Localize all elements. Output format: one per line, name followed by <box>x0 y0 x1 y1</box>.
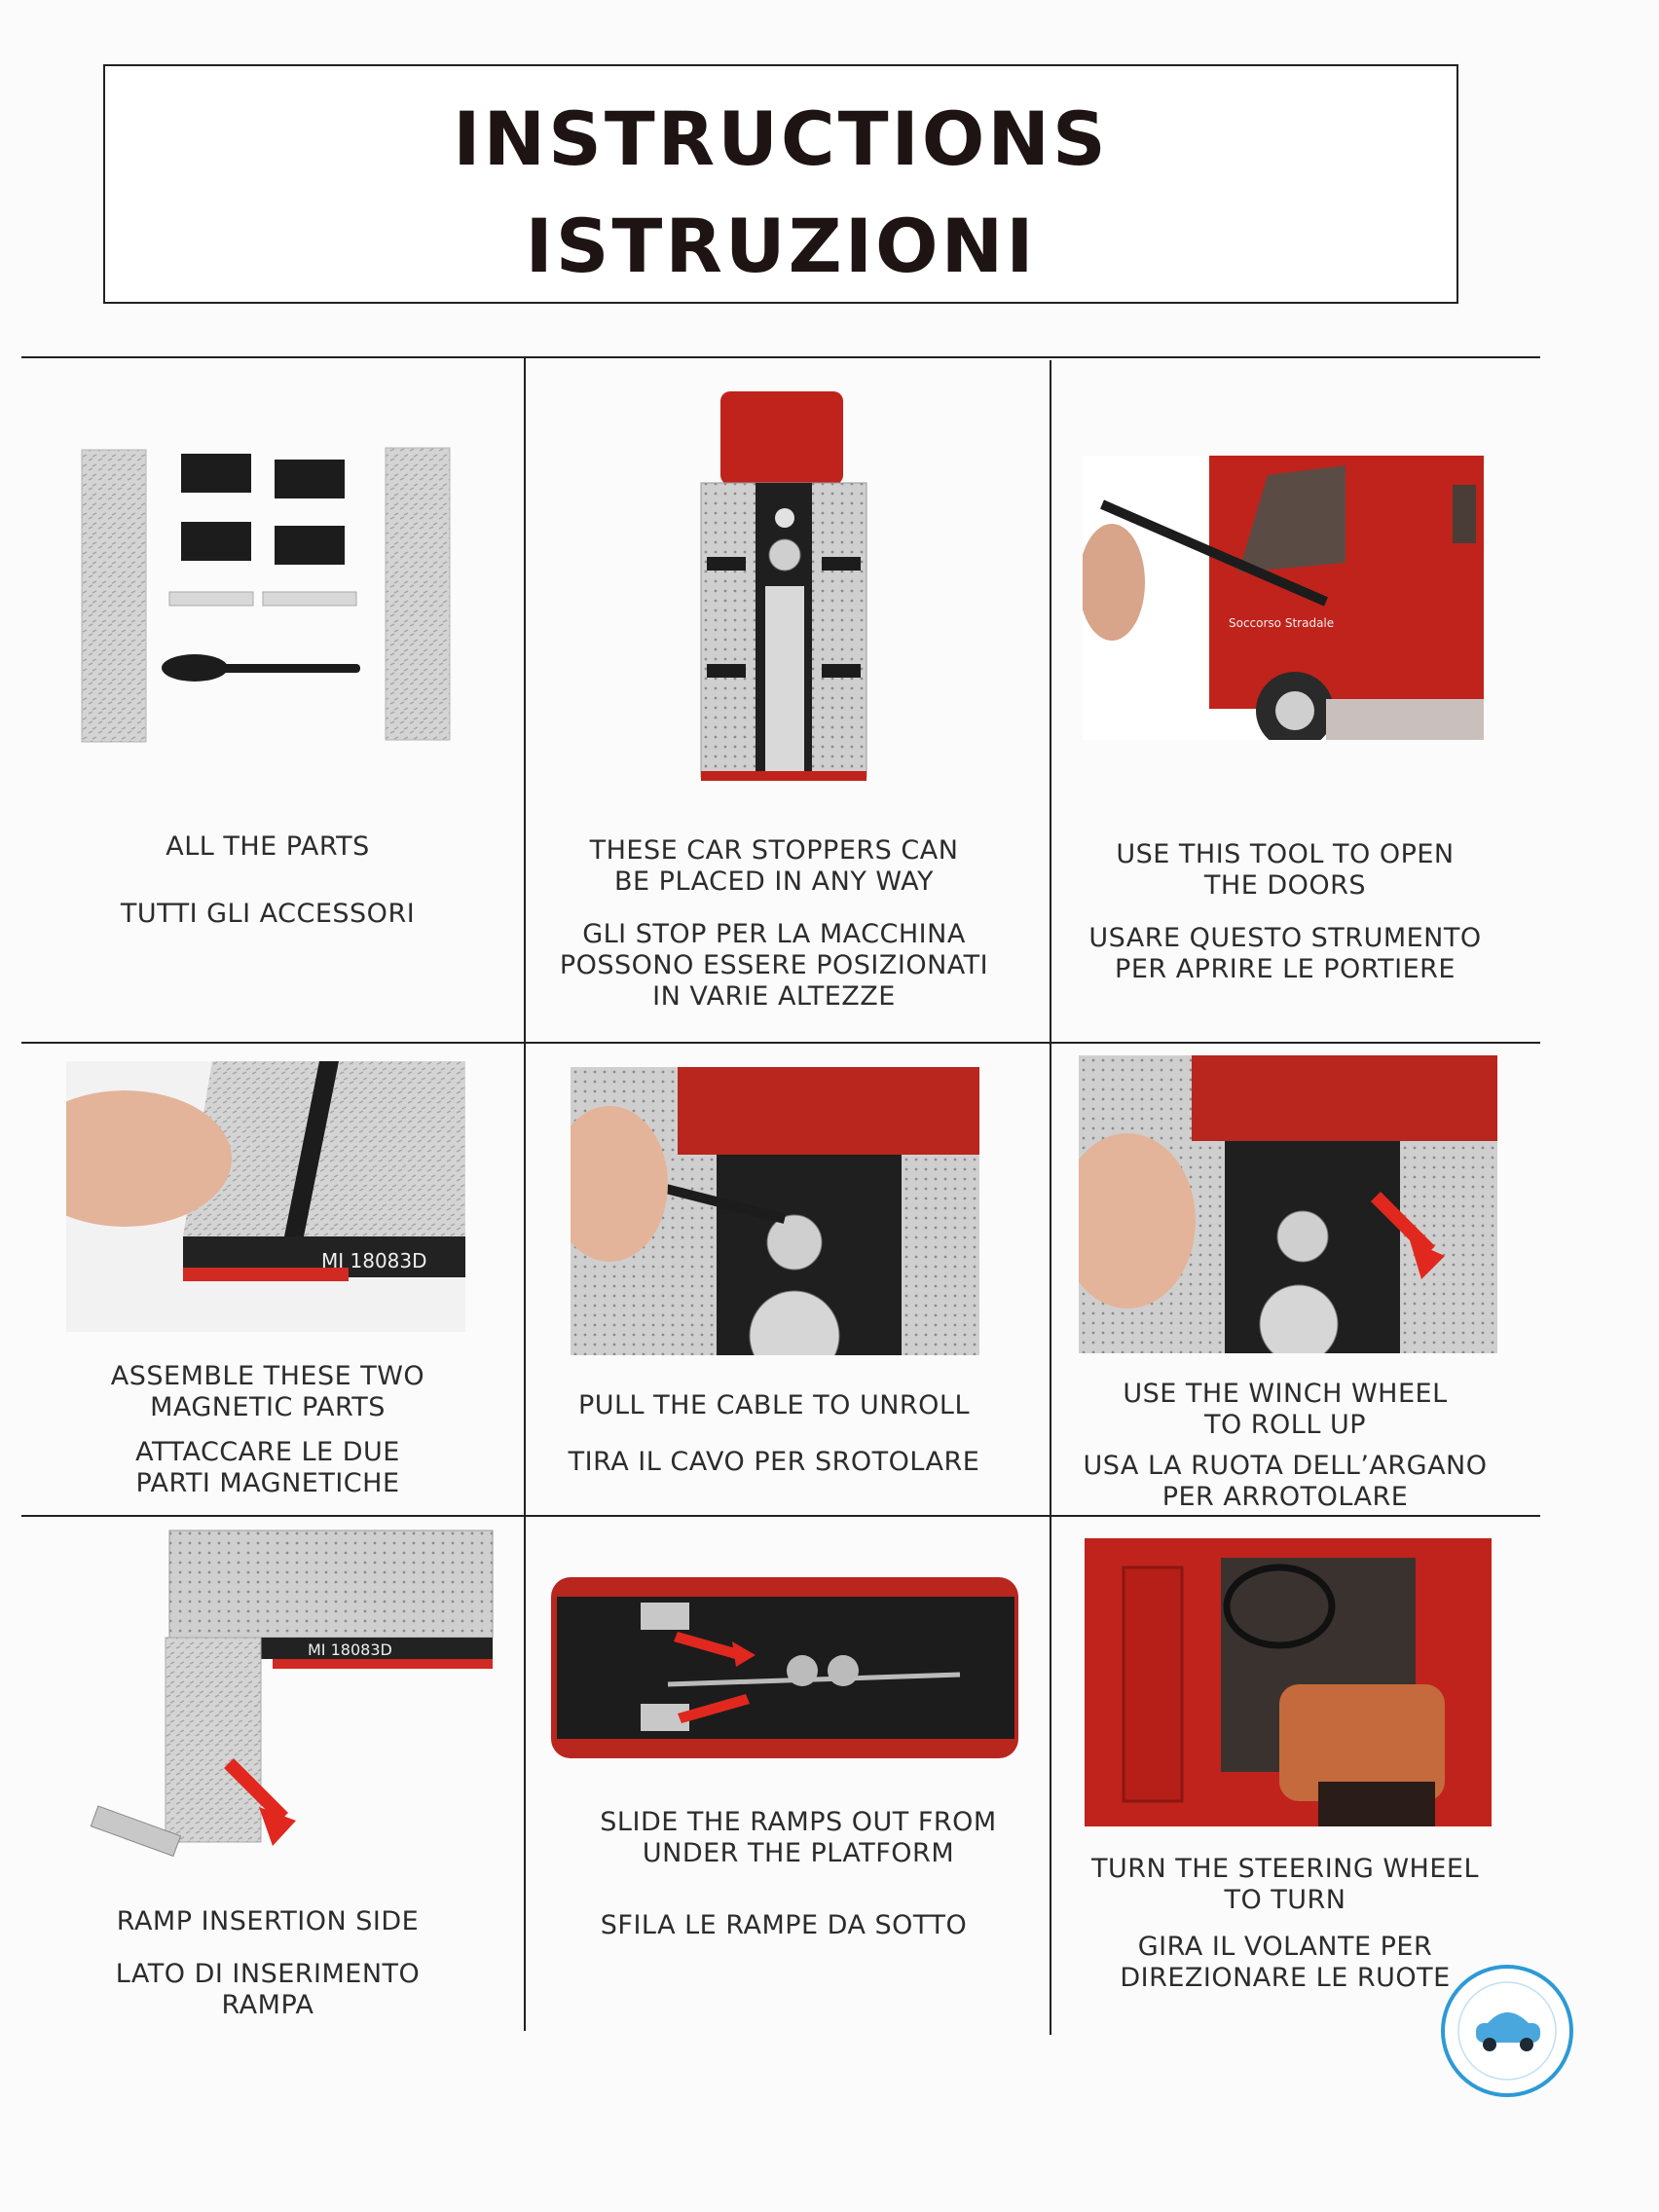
grid-line-row2 <box>21 1042 1540 1044</box>
ramp-insertion-photo <box>88 1529 497 1869</box>
grid-line-col2 <box>1050 360 1051 2035</box>
parts-photo <box>68 428 477 759</box>
grid-line-col1 <box>524 356 526 2031</box>
step-3-en: USE THIS TOOL TO OPEN THE DOORS <box>1116 839 1455 901</box>
plate-2-text: MI 18083D <box>308 1641 392 1659</box>
step-5-en: PULL THE CABLE TO UNROLL <box>577 1390 971 1420</box>
step-4-en: ASSEMBLE THESE TWO MAGNETIC PARTS <box>110 1361 425 1422</box>
watermark-logo <box>1439 1963 1575 2099</box>
step-2-it: GLI STOP PER LA MACCHINA POSSONO ESSERE POSIZIONATI IN VARIE ALTEZZE <box>559 919 989 1012</box>
title-italian: ISTRUZIONI <box>525 203 1037 289</box>
grid-line-row3 <box>21 1515 1540 1517</box>
steering-photo <box>1085 1538 1492 1826</box>
cable-photo <box>571 1067 979 1355</box>
step-8-en: SLIDE THE RAMPS OUT FROM UNDER THE PLATFORM <box>600 1807 997 1868</box>
step-8-it: SFILA LE RAMPE DA SOTTO <box>600 1910 968 1940</box>
step-1-it: TUTTI GLI ACCESSORI <box>120 899 416 929</box>
step-4-it: ATTACCARE LE DUE PARTI MAGNETICHE <box>135 1437 400 1498</box>
step-9-en: TURN THE STEERING WHEEL TO TURN <box>1090 1854 1480 1915</box>
step-6-en: USE THE WINCH WHEEL TO ROLL UP <box>1123 1379 1448 1440</box>
step-7-it: LATO DI INSERIMENTO RAMPA <box>115 1959 421 2020</box>
step-6-it: USA LA RUOTA DELL’ARGANO PER ARROTOLARE <box>1083 1451 1488 1512</box>
step-2-en: THESE CAR STOPPERS CAN BE PLACED IN ANY WAY <box>589 835 959 897</box>
door-lettering: Soccorso Stradale <box>1229 616 1335 630</box>
plate-1-text: MI 18083D <box>321 1249 427 1272</box>
door-tool-photo <box>1083 456 1484 740</box>
grid-line-top <box>21 356 1540 358</box>
title-english: INSTRUCTIONS <box>453 95 1109 182</box>
step-3-it: USARE QUESTO STRUMENTO PER APRIRE LE PORTIERE <box>1088 923 1482 984</box>
step-1-en: ALL THE PARTS <box>166 831 370 862</box>
step-7-en: RAMP INSERTION SIDE <box>116 1906 420 1936</box>
underside-photo <box>551 1577 1018 1758</box>
magnetic-parts-photo <box>66 1061 465 1332</box>
truck-bed-photo <box>672 382 896 791</box>
step-9-it: GIRA IL VOLANTE PER DIREZIONARE LE RUOTE <box>1120 1932 1451 1993</box>
title-box <box>103 64 1458 304</box>
winch-photo <box>1079 1055 1497 1353</box>
step-5-it: TIRA IL CAVO PER SROTOLARE <box>568 1447 980 1477</box>
